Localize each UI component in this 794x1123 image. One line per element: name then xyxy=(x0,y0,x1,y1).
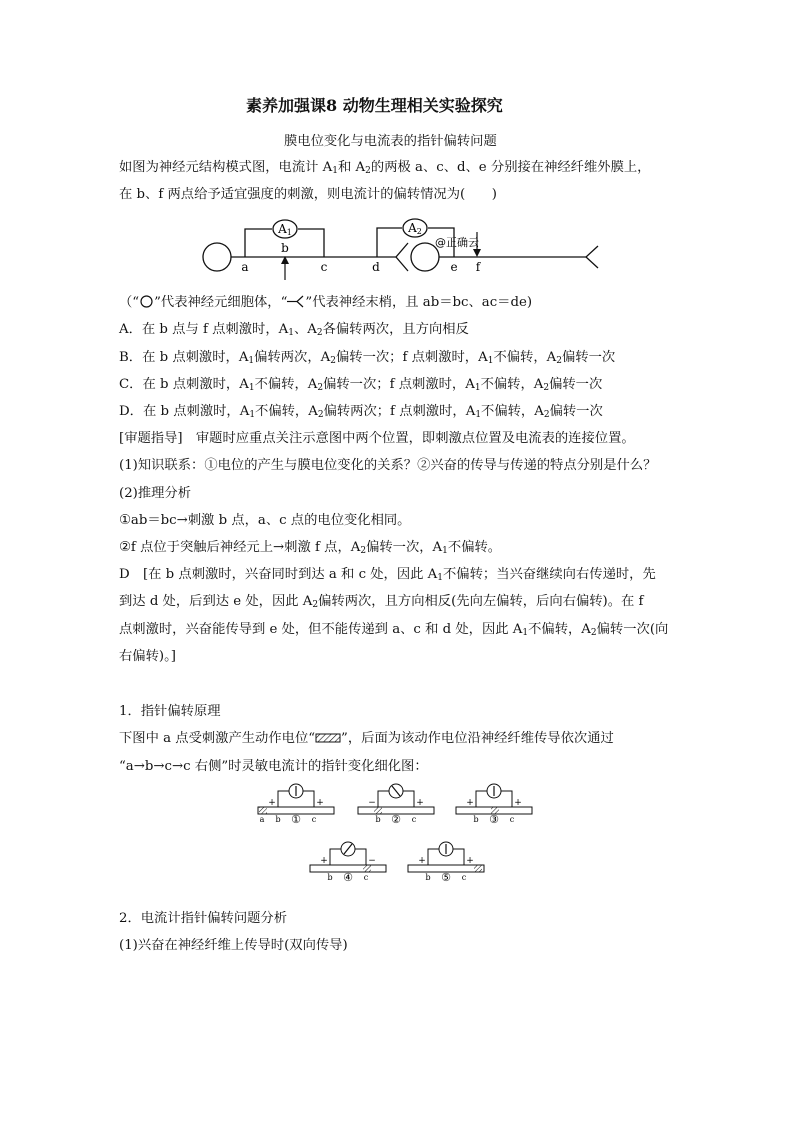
nerve-terminal-symbol-icon xyxy=(287,295,305,308)
action-potential-hatch-icon xyxy=(315,733,341,743)
answer-line-2: 到达 d 处，后到达 e 处，因此 $A_2$偏转两次，且方向相反(先向左偏转，后向右偏转)。在 f xyxy=(119,594,644,610)
section-2-heading: 2．电流计指针偏转问题分析 xyxy=(119,911,288,926)
electrode-wire xyxy=(303,791,314,807)
point-label-c: c xyxy=(320,260,328,274)
pole-sign: + xyxy=(466,798,474,808)
pole-label-c: c xyxy=(311,815,317,824)
action-potential-region xyxy=(474,866,482,872)
section-1-heading: 1．指针偏转原理 xyxy=(119,704,221,719)
stimulus-arrow-b xyxy=(281,256,289,280)
guide-item-1: (1)知识联系：①电位的产生与膜电位变化的关系？②兴奋的传导与传递的特点分别是什么？ xyxy=(119,458,657,473)
answer-line-4: 右偏转)。] xyxy=(119,649,176,664)
meter-a2-label: A2 xyxy=(408,221,422,236)
action-potential-region xyxy=(374,808,382,814)
reasoning-2: ②f 点位于突触后神经元上→刺激 f 点，$A_2$偏转一次，$A_1$不偏转。 xyxy=(119,540,502,556)
electrode-wire xyxy=(355,849,366,865)
step-number: ⑤ xyxy=(441,871,451,884)
cell-body-symbol-icon xyxy=(139,295,154,308)
electrode-wire xyxy=(403,791,414,807)
meter-a1-label: A1 xyxy=(278,222,292,237)
step-number: ② xyxy=(391,813,401,826)
pole-label-b: b xyxy=(425,873,431,882)
action-potential-region xyxy=(363,866,371,872)
pole-sign: + xyxy=(418,856,426,866)
pole-label-c: c xyxy=(509,815,515,824)
watermark: @正确云 xyxy=(435,236,479,249)
action-potential-region xyxy=(259,808,267,814)
electrode-wire xyxy=(453,849,464,865)
pole-sign: − xyxy=(368,856,376,866)
point-label-f: f xyxy=(475,260,481,274)
pole-sign: + xyxy=(320,856,328,866)
pole-label-b: b xyxy=(327,873,333,882)
electrode-wire xyxy=(278,791,289,807)
point-label-d: d xyxy=(372,260,380,274)
deflection-figure xyxy=(258,783,538,883)
pole-sign: − xyxy=(368,798,376,808)
guide-item-2: (2)推理分析 xyxy=(119,486,192,501)
guide-line: [审题指导] 审题时应重点关注示意图中两个位置，即刺激点位置及电流表的连接位置。 xyxy=(119,431,635,446)
step-number: ③ xyxy=(489,813,499,826)
subtitle: 膜电位变化与电流表的指针偏转问题 xyxy=(284,134,497,149)
pole-label-c: c xyxy=(363,873,369,882)
electrode-wire xyxy=(330,849,341,865)
pole-label-a: a xyxy=(259,815,265,824)
pole-sign: + xyxy=(466,856,474,866)
neuron-diagram xyxy=(190,212,610,282)
point-label-b: b xyxy=(281,241,289,255)
pole-label-b: b xyxy=(375,815,381,824)
electrode-wire xyxy=(501,791,512,807)
step-number: ④ xyxy=(343,871,353,884)
pole-label-b: b xyxy=(275,815,281,824)
nerve-terminal xyxy=(396,243,408,271)
pole-label-b: b xyxy=(473,815,479,824)
electrode-wire xyxy=(476,791,487,807)
pole-sign: + xyxy=(416,798,424,808)
reasoning-1: ①ab＝bc→刺激 b 点，a、c 点的电位变化相同。 xyxy=(119,513,411,528)
option-d: D．在 b 点刺激时，$A_1$不偏转，$A_2$偏转两次；f 点刺激时，$A_1$不偏转，$A_2$偏转一次 xyxy=(119,404,603,420)
point-label-a: a xyxy=(241,260,249,274)
section-2-line-1: (1)兴奋在神经纤维上传导时(双向传导) xyxy=(119,938,348,953)
pole-sign: + xyxy=(268,798,276,808)
answer-line-1: D [在 b 点刺激时，兴奋同时到达 a 和 c 处，因此 $A_1$不偏转；当兴奋继续向右传递时，先 xyxy=(119,567,656,583)
option-b: B．在 b 点刺激时，$A_1$偏转两次，$A_2$偏转一次；f 点刺激时，$A_1$不偏转，$A_2$偏转一次 xyxy=(119,350,616,366)
pole-label-c: c xyxy=(461,873,467,882)
pole-sign: + xyxy=(316,798,324,808)
cell-body-left xyxy=(203,243,231,271)
step-number: ① xyxy=(291,813,301,826)
option-c: C．在 b 点刺激时，$A_1$不偏转，$A_2$偏转一次；f 点刺激时，$A_1$不偏转，$A_2$偏转一次 xyxy=(119,377,603,393)
section-1-line-2: “a→b→c→c 右侧”时灵敏电流计的指针变化细化图： xyxy=(119,759,428,774)
electrode-wire xyxy=(428,849,439,865)
question-line-1: 如图为神经元结构模式图，电流计 $A_1$和 $A_2$的两极 a、c、d、e 分别接在神经纤维外膜上， xyxy=(119,160,651,176)
point-label-e: e xyxy=(450,260,458,274)
question-line-2: 在 b、f 两点给予适宜强度的刺激，则电流计的偏转情况为( ) xyxy=(119,187,497,202)
page-title: 素养加强课8 动物生理相关实验探究 xyxy=(246,96,503,115)
pole-label-c: c xyxy=(411,815,417,824)
option-a: A．在 b 点与 f 点刺激时，$A_1$、$A_2$各偏转两次，且方向相反 xyxy=(119,322,469,338)
answer-line-3: 点刺激时，兴奋能传导到 e 处，但不能传递到 a、c 和 d 处，因此 $A_1$不偏转，$A_2$偏转一次(向 xyxy=(119,622,669,638)
section-1-line-1: 下图中 a 点受刺激产生动作电位“ ”，后面为该动作电位沿神经纤维传导依次通过 xyxy=(119,731,614,746)
electrode-wire xyxy=(378,791,389,807)
note-line: （“ ”代表神经元细胞体，“ ”代表神经末梢，且 ab＝bc、ac＝de) xyxy=(119,295,533,310)
pole-sign: + xyxy=(514,798,522,808)
